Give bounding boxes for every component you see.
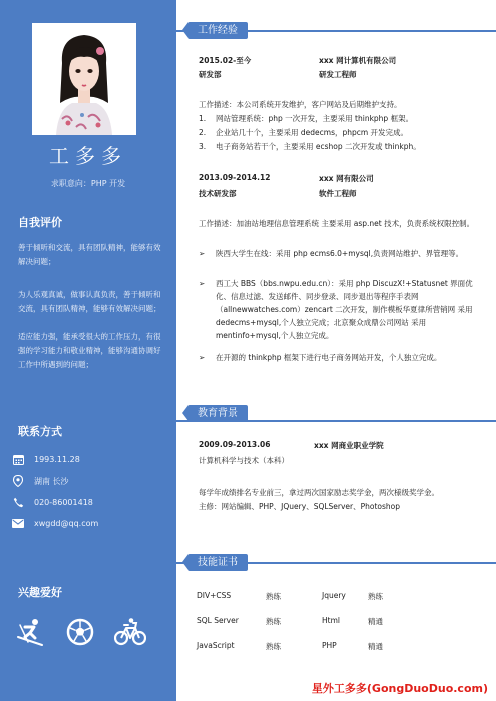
- email-value: xwgdd@qq.com: [34, 518, 99, 528]
- cycling-icon: [114, 617, 144, 647]
- skills-section-marker: [148, 555, 166, 571]
- job1-item-num: 2.: [199, 128, 207, 137]
- job1-dept: 研发部: [199, 70, 222, 79]
- applicant-name: 工多多: [49, 144, 127, 168]
- skills-section-title: 技能证书: [188, 554, 248, 571]
- edu-period: 2009.09-2013.06: [199, 440, 271, 449]
- watermark: 星外工多多(GongDuoDuo.com): [311, 682, 488, 695]
- self-eval-text-2: 为人乐观真诚，做事认真负责，善于倾听和交流，具有团队精神，能够有效解决问题；: [18, 290, 161, 313]
- self-eval-text-1: 善于倾听和交流，具有团队精神，能够有效解决问题；: [18, 243, 161, 266]
- bullet-arrow-icon: ➢: [199, 249, 206, 258]
- skill-level: 精通: [368, 642, 383, 651]
- job1-item-text: 企业站几十个，主要采用 dedecms，phpcm 开发完成。: [216, 128, 409, 137]
- job2-item-text: 西工大 BBS（bbs.nwpu.edu.cn）：采用 php DiscuzX!+Statusnet 界面优化、信息过滤、发送邮件、同步登录、同步退出等程序手表网（allnewwatches.com）zencart 二次开发，制作模板华夏律所营销网 采用 dedecms+mysql,个人独立完成；北京聚众成鼎公司网站 采用 mentinfo+mysql,个人独立完成。: [216, 279, 473, 340]
- self-eval-title: 自我评价: [18, 216, 62, 229]
- birthday-value: 1993.11.28: [34, 454, 80, 464]
- skill-name: DIV+CSS: [197, 591, 232, 600]
- avatar: [32, 23, 136, 135]
- job1-item-text: 网站管理系统：php 一次开发，主要采用 thinkphp 框架。: [216, 114, 414, 123]
- bullet-arrow-icon: ➢: [199, 353, 206, 362]
- job1-item-num: 3.: [199, 142, 207, 151]
- job2-desc: 工作描述：加油站地理信息管理系统 主要采用 asp.net 技术，负责系统权限控制。: [199, 219, 475, 228]
- skill-level: 熟练: [266, 642, 281, 651]
- contact-phone: [12, 496, 93, 508]
- edu-major: 计算机科学与技术（本科）: [199, 456, 289, 465]
- job1-desc: 工作描述：本公司系统开发维护，客户网站及后期维护支持。: [199, 100, 402, 109]
- job2-company: xxx 网有限公司: [319, 174, 374, 183]
- job1-period: 2015.02-至今: [199, 56, 252, 65]
- skill-name: Html: [322, 616, 340, 625]
- skiing-icon: [16, 617, 46, 647]
- contact-birthday: [12, 453, 80, 465]
- work-section-title: 工作经验: [188, 22, 248, 39]
- edu-section-marker: [148, 413, 166, 429]
- edu-award: 每学年成绩排名专业前三，拿过两次国家励志奖学金，两次様级奖学金。: [199, 488, 439, 497]
- skill-level: 熟练: [266, 592, 281, 601]
- job1-item-1: [199, 112, 484, 125]
- location-value: 湖南 长沙: [34, 476, 69, 486]
- contact-email: [12, 517, 98, 529]
- skill-name: JavaScript: [197, 641, 235, 650]
- location-pin-icon: [12, 475, 24, 487]
- email-icon: [12, 517, 24, 529]
- job2-item-1: [199, 247, 484, 260]
- job2-item-2: [199, 277, 484, 342]
- contact-location: [12, 475, 69, 487]
- job2-role: 软件工程师: [319, 189, 357, 198]
- skill-level: 精通: [368, 617, 383, 626]
- work-section-marker: [148, 23, 166, 39]
- skill-name: SQL Server: [197, 616, 239, 625]
- calendar-icon: [12, 453, 24, 465]
- edu-section-title: 教育背景: [188, 405, 248, 422]
- job1-item-2: [199, 126, 484, 139]
- job2-item-3: [199, 351, 484, 364]
- edu-school: xxx 网商业职业学院: [314, 441, 384, 450]
- self-eval-text-3: 适应能力强，能承受很大的工作压力，有很强的学习能力和敬业精神，能够沟通协调好工作中所遇到的问题；: [18, 332, 161, 369]
- job-intent: 求职意向：PHP 开发: [50, 179, 126, 188]
- job2-item-text: 陕西大学生在线：采用 php ecms6.0+mysql,负责网站维护、界管理等。: [216, 249, 464, 258]
- job1-role: 研发工程师: [319, 70, 357, 79]
- skill-level: 熟练: [368, 592, 383, 601]
- job2-period: 2013.09-2014.12: [199, 173, 271, 182]
- job1-company: xxx 网计算机有限公司: [319, 56, 397, 65]
- job1-item-num: 1.: [199, 114, 207, 123]
- job1-item-3: [199, 140, 484, 153]
- hobby-title: 兴趣爱好: [18, 586, 62, 599]
- job1-item-text: 电子商务站若干个，主要采用 ecshop 二次开发或 thinkph。: [216, 142, 421, 151]
- skill-name: Jquery: [322, 591, 346, 600]
- job2-item-text: 在开源的 thinkphp 框架下进行电子商务网站开发，个人独立完成。: [216, 353, 442, 362]
- skill-level: 熟练: [266, 617, 281, 626]
- sidebar: [0, 0, 176, 701]
- phone-value: 020-86001418: [34, 497, 93, 507]
- edu-courses: 主修：网站编辑、PHP、JQuery、SQLServer、Photoshop: [199, 502, 401, 511]
- bullet-arrow-icon: ➢: [199, 279, 206, 288]
- job2-dept: 技术研发部: [199, 189, 237, 198]
- phone-icon: [12, 496, 24, 508]
- soccer-icon: [65, 617, 95, 647]
- contact-title: 联系方式: [18, 425, 62, 438]
- skill-name: PHP: [322, 641, 337, 650]
